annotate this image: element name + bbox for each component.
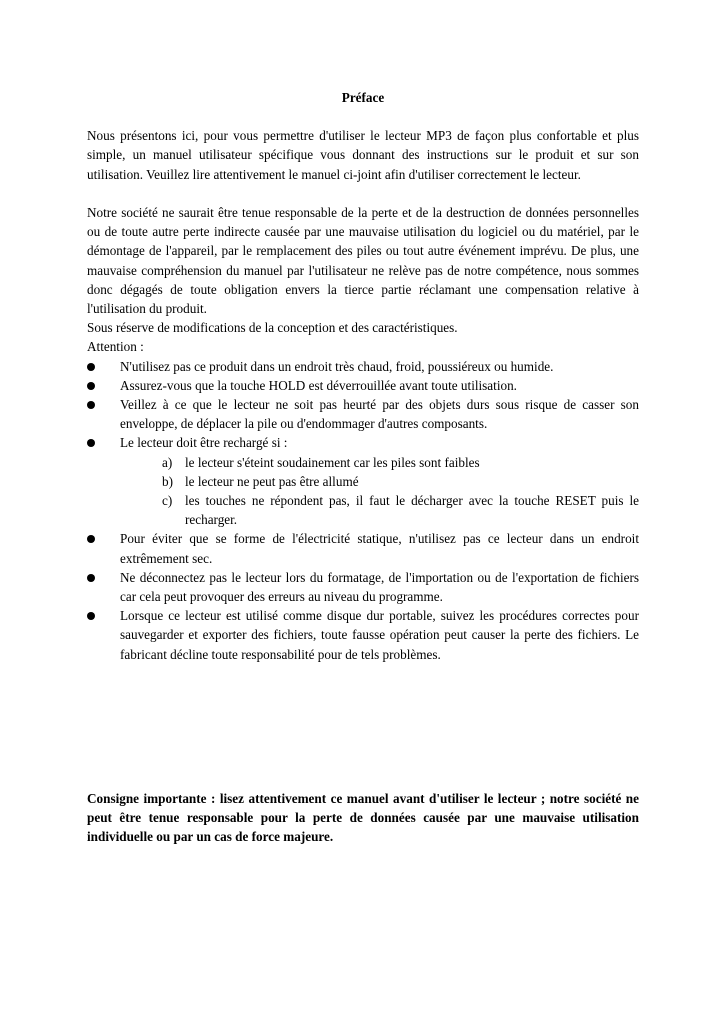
list-item-text: Lorsque ce lecteur est utilisé comme disque dur portable, suivez les procédures correctes pour sauvegarder et exporter des fichiers, toute fausse opération peut causer la perte des fichiers. Le fabricant décline toute responsabilité pour de tels problèmes. — [120, 608, 639, 662]
list-item-text: Veillez à ce que le lecteur ne soit pas heurté par des objets durs sous risque de casser son enveloppe, de déplacer la pile ou d'endommager d'autres composants. — [120, 397, 639, 432]
sub-list-item — [87, 491, 639, 529]
bullet-icon — [87, 401, 95, 409]
list-item — [87, 395, 639, 433]
list-item-text: Ne déconnectez pas le lecteur lors du formatage, de l'importation ou de l'exportation de fichiers car cela peut provoquer des erreurs au niveau du programme. — [120, 569, 639, 605]
important-notice: Consigne importante : lisez attentivement ce manuel avant d'utiliser le lecteur ; notre société ne peut être tenue responsable pour la perte de données causée par une mauvaise utilisation individuelle ou par un cas de force majeure. — [87, 791, 639, 845]
list-item — [87, 529, 639, 567]
page-title: Préface — [341, 90, 385, 105]
paragraph-gap — [87, 184, 639, 203]
disclaimer-paragraph: Notre société ne saurait être tenue responsable de la perte et de la destruction de données personnelles ou de toute autre perte indirecte causée par une mauvaise utilisation du logiciel ou du matériel, par le démontage de l'appareil, par le remplacement des piles ou tout autre événement imprévu. De plus, une mauvaise compréhension du manuel par l'utilisateur ne relève pas de notre compétence, nous sommes donc dégagés de toute obligation envers la tierce partie réclamant une compensation relative à l'utilisation du produit. — [87, 205, 639, 317]
bullet-icon — [87, 382, 95, 390]
document-body — [87, 88, 639, 664]
precautions-list — [87, 357, 639, 453]
intro-paragraph: Nous présentons ici, pour vous permettre d'utiliser le lecteur MP3 de façon plus confortable et plus simple, un manuel utilisateur spécifique vous donnant des instructions sur le produit et sur son utilisation. Veuillez lire attentivement le manuel ci-joint afin d'utiliser correctement le lecteur. — [87, 128, 639, 182]
list-item — [87, 357, 639, 376]
recharge-conditions-list — [87, 453, 639, 530]
list-item-text: Le lecteur doit être rechargé si : — [120, 435, 288, 451]
list-item — [87, 433, 639, 452]
reserve-paragraph: Sous réserve de modifications de la conception et des caractéristiques. — [87, 320, 458, 336]
list-item-text: Assurez-vous que la touche HOLD est déverrouillée avant toute utilisation. — [120, 377, 517, 393]
sub-list-marker: a) — [162, 454, 173, 470]
attention-label: Attention : — [87, 339, 144, 355]
sub-list-text: le lecteur s'éteint soudainement car les piles sont faibles — [185, 454, 480, 470]
list-item — [87, 568, 639, 606]
bullet-icon — [87, 612, 95, 620]
bullet-icon — [87, 363, 95, 371]
bullet-icon — [87, 439, 95, 447]
sub-list-text: les touches ne répondent pas, il faut le décharger avec la touche RESET puis le recharger. — [185, 493, 639, 528]
list-item-text: Pour éviter que se forme de l'électricité statique, n'utilisez pas ce lecteur dans un endroit extrêmement sec. — [120, 531, 639, 566]
sub-list-marker: b) — [162, 473, 173, 489]
bullet-icon — [87, 535, 95, 543]
sub-list-item — [87, 453, 639, 472]
list-item — [87, 376, 639, 395]
precautions-list-continued — [87, 529, 639, 663]
list-item-text: N'utilisez pas ce produit dans un endroit très chaud, froid, poussiéreux ou humide. — [120, 358, 554, 374]
sub-list-text: le lecteur ne peut pas être allumé — [185, 473, 359, 489]
sub-list-item — [87, 472, 639, 491]
list-item — [87, 606, 639, 664]
sub-list-marker: c) — [162, 493, 173, 509]
bullet-icon — [87, 574, 95, 582]
